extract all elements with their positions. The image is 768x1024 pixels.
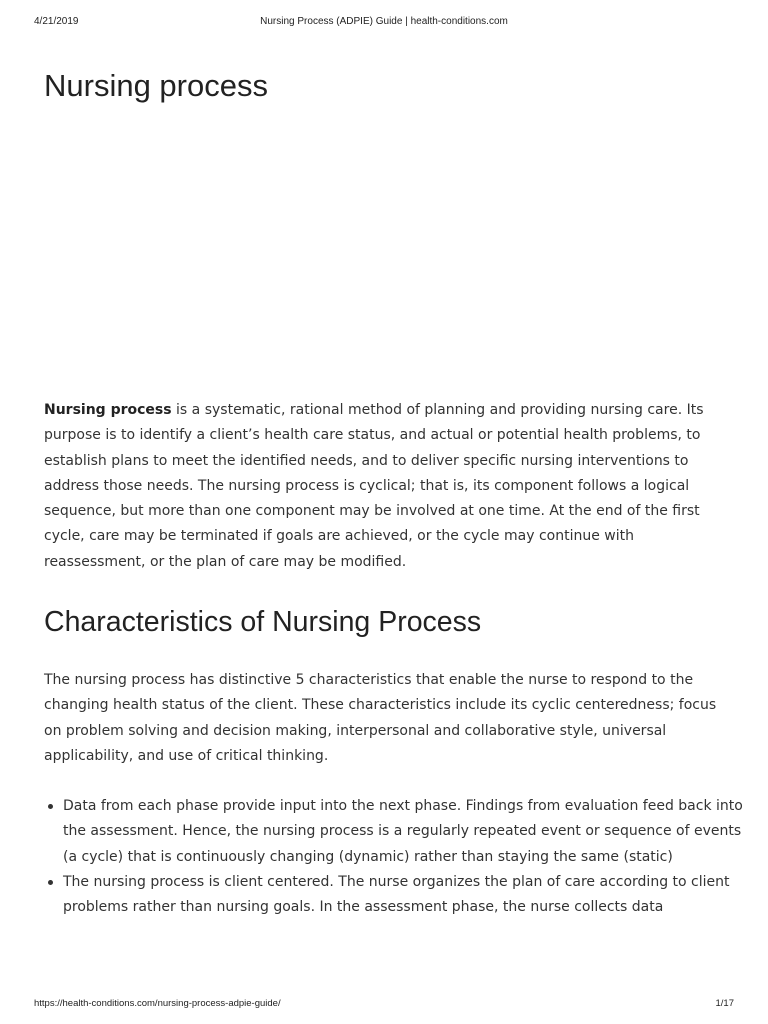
print-header [0, 16, 768, 32]
print-footer [0, 998, 768, 1012]
section-heading: Characteristics of Nursing Process [44, 606, 482, 638]
bullet-dot-icon [48, 880, 53, 885]
intro-lead-term: Nursing process [44, 402, 172, 418]
print-date: 4/21/2019 [34, 16, 79, 27]
blank-ad-space [44, 120, 724, 380]
list-item-text: The nursing process is client centered. The nurse organizes the plan of care according to client problems rather than nursing goals. In the assessment phase, the nurse collects data [63, 873, 730, 916]
intro-paragraph [44, 398, 724, 575]
print-url: https://health-conditions.com/nursing-process-adpie-guide/ [34, 998, 281, 1009]
section-intro-paragraph: The nursing process has distinctive 5 characteristics that enable the nurse to respond to the changing health status of the client. These characteristics include its cyclic centeredness; focus on problem solving and decision making, interpersonal and collaborative style, universal applicability, and use of critical thinking. [44, 672, 717, 764]
page-number: 1/17 [715, 998, 734, 1009]
list-item [63, 870, 743, 921]
characteristics-list [44, 794, 743, 920]
bullet-dot-icon [48, 804, 53, 809]
page-title: Nursing process [44, 68, 268, 103]
list-item-text: Data from each phase provide input into the next phase. Findings from evaluation feed back into the assessment. Hence, the nursing process is a regularly repeated event or sequence of events (a cycle) that is continuously changing (dynamic) rather than staying the same (static) [63, 798, 743, 865]
intro-text: is a systematic, rational method of planning and providing nursing care. Its purpose is to identify a client’s health care status, and actual or potential health problems, to establish plans to meet the identified needs, and to deliver specific nursing interventions to address those needs. The nursing process is cyclical; that is, its component follows a logical sequence, but more than one component may be involved at one time. At the end of the first cycle, care may be terminated if goals are achieved, or the cycle may continue with reassessment, or the plan of care may be modified. [44, 402, 704, 570]
list-item [63, 794, 743, 870]
print-document-title: Nursing Process (ADPIE) Guide | health-conditions.com [260, 16, 508, 27]
